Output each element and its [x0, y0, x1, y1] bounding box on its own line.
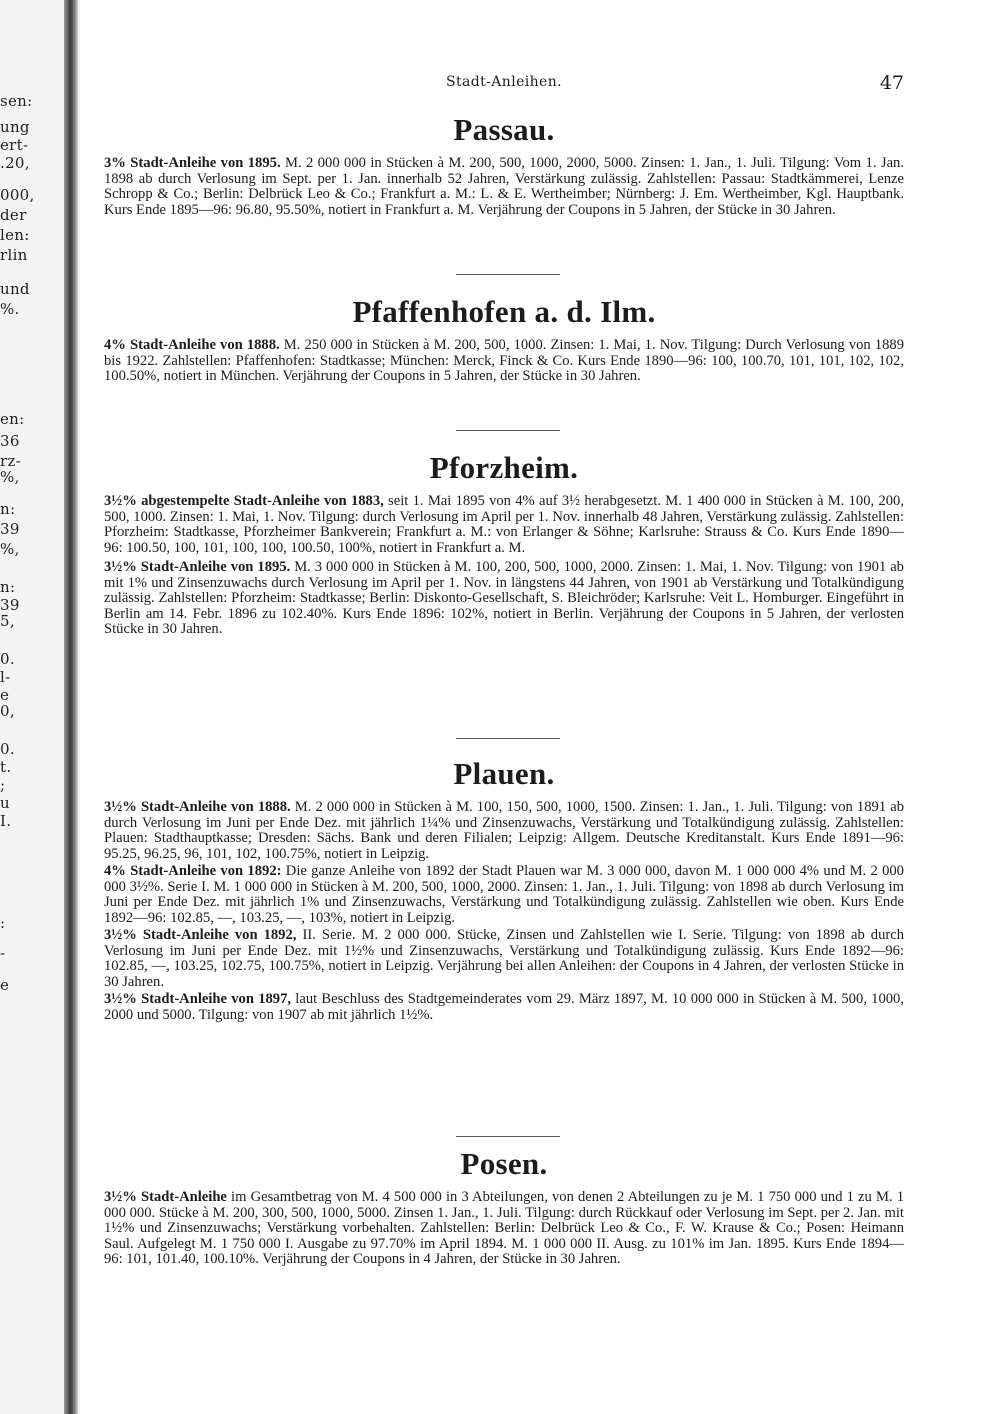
gutter-line: %.: [0, 300, 20, 318]
book-gutter-shadow: [64, 0, 78, 1414]
gutter-line: l-: [0, 668, 11, 686]
adjacent-page-edge: [0, 0, 80, 1414]
gutter-line: sen:: [0, 92, 33, 110]
gutter-line: 000,: [0, 186, 35, 204]
bond-text: II. Serie. M. 2 000 000. Stücke, Zinsen und Zahlstellen wie I. Serie. Tilgung: von 1898 ab durch Verlosung im Juni per Ende Dez. mit 1½% und Zinsenzuwachs, Verstärkung und Totalkündigung zulässig. Kurs Ende 1892—96: 102.85, —, 103.25, 102.75, 100.75%, notiert in Leipzig. Verjährung bei allen Anleihen: der Coupons in 4 Jahren, der verlosten Stücke in 30 Jahren.: [104, 927, 904, 990]
bond-title: 3½% Stadt-Anleihe von 1888.: [104, 799, 291, 815]
gutter-line: der: [0, 206, 27, 224]
bond-title: 3½% Stadt-Anleihe von 1895.: [104, 559, 291, 575]
city-heading: Posen.: [460, 1146, 548, 1181]
bond-text: laut Beschluss des Stadtgemeinderates vom 29. März 1897, M. 10 000 000 in Stücken à M. 500, 1000, 2000 und 5000. Tilgung: von 1907 ab mit jährlich 1½%.: [104, 991, 904, 1023]
gutter-line: 0.: [0, 650, 15, 668]
bond-text: Die ganze Anleihe von 1892 der Stadt Plauen war M. 3 000 000, davon M. 1 000 000 4% und M. 2 000 000 3½%. Serie I. M. 1 000 000 in Stücken à M. 200, 500, 1000, 2000. Zinsen: 1. Jan., 1. Juli. Tilgung: von 1898 ab durch Verlosung im Juni per Ende Dez. mit jährlich 1% und Zinsenzuwachs, Verstärkung und Totalkündigung zulässig. Zahlstellen wie oben. Kurs Ende 1892—96: 102.85, —, 103.25, —, 103%, notiert in Leipzig.: [104, 863, 904, 926]
section-posen: [104, 1146, 904, 1268]
section-divider: [456, 1136, 560, 1137]
bond-entry: [104, 338, 904, 385]
gutter-line: t.: [0, 758, 12, 776]
gutter-line: %,: [0, 468, 20, 486]
bond-text: seit 1. Mai 1895 von 4% auf 3½ herabgesetzt. M. 1 400 000 in Stücken à M. 100, 200, 500, 1000. Zinsen: 1. Mai, 1. Nov. Tilgung: durch Verlosung im April per 1. Nov. innerhalb 48 Jahren, Verstärkung zulässig. Zahlstellen: Pforzheim: Stadtkasse, Pforzheimer Bankverein; Frankfurt a. M.: von Erlanger & Söhne; Karlsruhe: Strauss & Co. Kurs Ende 1890—96: 100.50, 100, 101, 100, 100, 100.50, 100%, notiert in Frankfurt a. M.: [104, 493, 904, 556]
bond-title: 3½% Stadt-Anleihe von 1897,: [104, 991, 292, 1007]
bond-text: M. 3 000 000 in Stücken à M. 100, 200, 500, 1000, 2000. Zinsen: 1. Mai, 1. Nov. Tilgung: von 1901 ab mit 1% und Zinsenzuwachs durch Verlosung im April per 1. Nov. in längstens 44 Jahren, von 1901 ab Verstärkung und Totalkündigung zulässig. Zahlstellen: Pforzheim: Stadtkasse; Berlin: Diskonto-Gesellschaft, S. Bleichröder; Karlsruhe: Veit L. Homburger. Eingeführt in Berlin am 14. Febr. 1896 zu 102.40%. Kurs Ende 1896: 102%, notiert in Berlin. Verjährung der Coupons in 5 Jahren, der verlosten Stücke in 30 Jahren.: [104, 559, 904, 637]
gutter-line: e: [0, 686, 10, 704]
bond-title: 3½% Stadt-Anleihe von 1892,: [104, 927, 297, 943]
bond-title: 3½% abgestempelte Stadt-Anleihe von 1883,: [104, 493, 384, 509]
gutter-line: e: [0, 976, 10, 994]
bond-title: 4% Stadt-Anleihe von 1892:: [104, 863, 282, 879]
gutter-line: n:: [0, 578, 16, 596]
gutter-line: :: [0, 914, 6, 932]
gutter-line: %,: [0, 540, 20, 558]
section-divider: [456, 738, 560, 739]
gutter-line: und: [0, 280, 30, 298]
bond-entry: [104, 560, 904, 638]
bond-text: M. 2 000 000 in Stücken à M. 100, 150, 500, 1000, 1500. Zinsen: 1. Jan., 1. Juli. Tilgung: von 1891 ab durch Verlosung im Juni per Ende Dez. mit jährlich 1¼% und Zinsenzuwachs, Verstärkung und Totalkündigung zulässig. Zahlstellen: Plauen: Stadthauptkasse; Dresden: Sächs. Bank und deren Filialen; Leipzig: Allgem. Deutsche Kreditanstalt. Kurs Ende 1891—96: 95.25, 96.25, 96, 101, 102, 100.75%, notiert in Leipzig.: [104, 799, 904, 862]
running-head: [104, 72, 904, 102]
city-heading: Pfaffenhofen a. d. Ilm.: [352, 294, 656, 329]
gutter-line: ;: [0, 776, 6, 794]
gutter-line: ert-: [0, 136, 29, 154]
city-heading: Passau.: [453, 112, 555, 147]
section-passau: [104, 112, 904, 218]
section-divider: [456, 274, 560, 275]
city-heading: Plauen.: [453, 756, 555, 791]
gutter-line: ung: [0, 118, 30, 136]
running-title: Stadt-Anleihen.: [445, 74, 563, 90]
gutter-line: -: [0, 944, 6, 962]
gutter-line: len:: [0, 226, 30, 244]
section-pforzheim: [104, 450, 904, 638]
gutter-line: n:: [0, 500, 16, 518]
bond-title: 4% Stadt-Anleihe von 1888.: [104, 337, 280, 353]
bond-entry: [104, 1190, 904, 1268]
book-page: [104, 0, 904, 1414]
section-pfaffenhofen: [104, 294, 904, 385]
gutter-line: 39: [0, 596, 20, 614]
page-number: 47: [879, 72, 904, 94]
bond-entry: [104, 928, 904, 990]
bond-entry: [104, 864, 904, 926]
bond-text: M. 250 000 in Stücken à M. 200, 500, 1000. Zinsen: 1. Mai, 1. Nov. Tilgung: Durch Verlosung von 1889 bis 1922. Zahlstellen: Pfaffenhofen: Stadtkasse; München: Merck, Finck & Co. Kurs Ende 1890—96: 100, 100.70, 101, 101, 102, 102, 100.50%, notiert in München. Verjährung der Coupons in 5 Jahren, der Stücke in 30 Jahren.: [104, 337, 904, 384]
city-heading: Pforzheim.: [429, 450, 579, 485]
bond-entry: [104, 156, 904, 218]
bond-entry: [104, 992, 904, 1023]
gutter-line: u: [0, 794, 10, 812]
section-divider: [456, 430, 560, 431]
gutter-line: 0.: [0, 740, 15, 758]
gutter-line: 36: [0, 432, 20, 450]
bond-title: 3% Stadt-Anleihe von 1895.: [104, 155, 281, 171]
gutter-line: en:: [0, 410, 25, 428]
gutter-line: I.: [0, 812, 12, 830]
bond-text: M. 2 000 000 in Stücken à M. 200, 500, 1000, 2000, 5000. Zinsen: 1. Jan., 1. Juli. Tilgung: Vom 1. Jan. 1898 ab durch Verlosung im Sept. per 1. Jan. innerhalb 52 Jahren, Verstärkung zulässig. Zahlstellen: Passau: Stadtkämmerei, Lenze Schropp & Co.; Berlin: Delbrück Leo & Co.; Frankfurt a. M.: L. & E. Wertheimber; Nürnberg: J. Em. Wertheimber, Kgl. Hauptbank. Kurs Ende 1895—96: 96.80, 95.50%, notiert in Frankfurt a. M. Verjährung der Coupons in 5 Jahren, der Stücke in 30 Jahren.: [104, 155, 904, 218]
section-plauen: [104, 756, 904, 1023]
gutter-line: 39: [0, 520, 20, 538]
bond-entry: [104, 494, 904, 556]
bond-entry: [104, 800, 904, 862]
gutter-line: .20,: [0, 154, 30, 172]
gutter-line: rz-: [0, 452, 22, 470]
gutter-line: 5,: [0, 612, 15, 630]
bond-text: im Gesamtbetrag von M. 4 500 000 in 3 Abteilungen, von denen 2 Abteilungen zu je M. 1 750 000 und 1 zu M. 1 000 000. Stücke à M. 200, 300, 500, 1000, 5000. Zinsen 1. Jan., 1. Juli. Tilgung: durch Rückkauf oder Verlosung im Sept. per 2. Jan. mit 1½% und Zinsenzuwachs; Verstärkung vorbehalten. Zahlstellen: Berlin: Delbrück Leo & Co., F. W. Krause & Co.; Posen: Heimann Saul. Aufgelegt M. 1 750 000 I. Ausgabe zu 97.70% im April 1894. M. 1 000 000 II. Ausg. zu 101% im Jan. 1895. Kurs Ende 1894—96: 101, 101.40, 100.10%. Verjährung der Coupons in 4 Jahren, der Stücke in 30 Jahren.: [104, 1189, 904, 1267]
bond-title: 3½% Stadt-Anleihe: [104, 1189, 227, 1205]
gutter-line: 0,: [0, 702, 15, 720]
gutter-line: rlin: [0, 246, 28, 264]
